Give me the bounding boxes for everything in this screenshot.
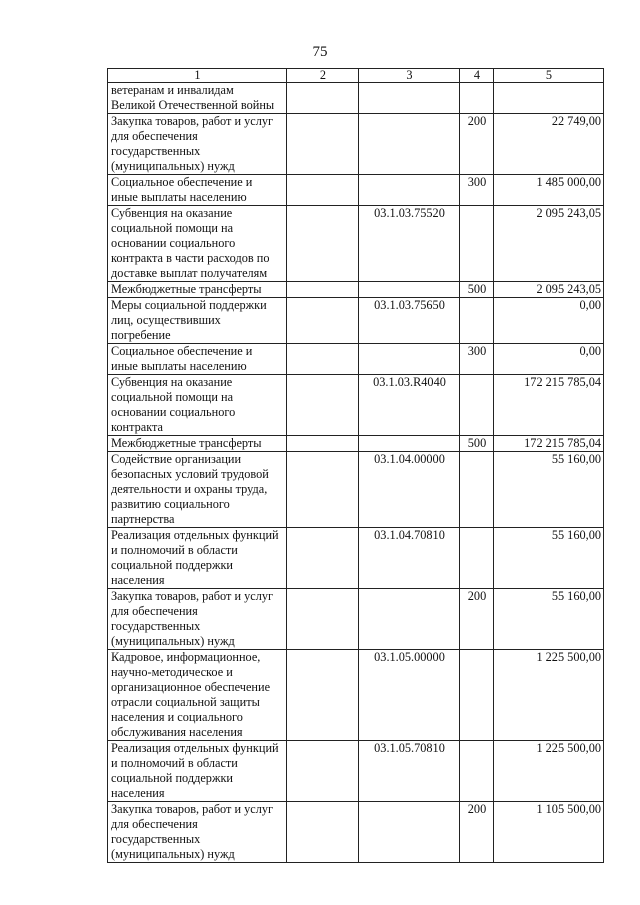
code-cell: 03.1.04.00000	[359, 452, 460, 528]
expense-type-cell	[460, 375, 494, 436]
amount-cell: 1 225 500,00	[494, 741, 604, 802]
name-cell: ветеранам и инвалидам Великой Отечественной войны	[108, 83, 287, 114]
table-body	[108, 83, 604, 863]
page-number: 75	[312, 44, 328, 60]
name-cell: Закупка товаров, работ и услуг для обеспечения государственных (муниципальных) нужд	[108, 589, 287, 650]
code-cell	[359, 175, 460, 206]
expense-type-cell: 200	[460, 114, 494, 175]
column-2-cell	[287, 375, 359, 436]
expense-type-cell: 200	[460, 589, 494, 650]
expense-type-cell: 500	[460, 282, 494, 298]
expense-type-cell	[460, 206, 494, 282]
column-2-cell	[287, 83, 359, 114]
expense-type-cell: 300	[460, 344, 494, 375]
code-cell: 03.1.03.75650	[359, 298, 460, 344]
name-cell: Социальное обеспечение и иные выплаты населению	[108, 344, 287, 375]
name-cell: Меры социальной поддержки лиц, осуществивших погребение	[108, 298, 287, 344]
table-row	[108, 175, 604, 206]
code-cell: 03.1.04.70810	[359, 528, 460, 589]
budget-table	[107, 68, 604, 863]
code-cell: 03.1.05.00000	[359, 650, 460, 741]
name-cell: Субвенция на оказание социальной помощи на основании социального контракта в части расходов по доставке выплат получателям	[108, 206, 287, 282]
table-row	[108, 206, 604, 282]
expense-type-cell	[460, 650, 494, 741]
expense-type-cell	[460, 83, 494, 114]
column-2-cell	[287, 298, 359, 344]
amount-cell: 1 225 500,00	[494, 650, 604, 741]
amount-cell	[494, 83, 604, 114]
code-cell	[359, 114, 460, 175]
table-row	[108, 83, 604, 114]
table-row	[108, 298, 604, 344]
table-row	[108, 114, 604, 175]
column-header-3: 3	[359, 69, 460, 83]
code-cell: 03.1.03.R4040	[359, 375, 460, 436]
expense-type-cell	[460, 528, 494, 589]
column-2-cell	[287, 589, 359, 650]
table-row	[108, 589, 604, 650]
column-2-cell	[287, 528, 359, 589]
amount-cell: 1 485 000,00	[494, 175, 604, 206]
table-row	[108, 344, 604, 375]
column-2-cell	[287, 206, 359, 282]
column-2-cell	[287, 114, 359, 175]
name-cell: Закупка товаров, работ и услуг для обеспечения государственных (муниципальных) нужд	[108, 114, 287, 175]
amount-cell: 55 160,00	[494, 589, 604, 650]
table-row	[108, 436, 604, 452]
amount-cell: 55 160,00	[494, 528, 604, 589]
name-cell: Закупка товаров, работ и услуг для обеспечения государственных (муниципальных) нужд	[108, 802, 287, 863]
amount-cell: 22 749,00	[494, 114, 604, 175]
amount-cell: 172 215 785,04	[494, 436, 604, 452]
column-header-4: 4	[460, 69, 494, 83]
column-2-cell	[287, 741, 359, 802]
column-header-2: 2	[287, 69, 359, 83]
amount-cell: 1 105 500,00	[494, 802, 604, 863]
column-2-cell	[287, 436, 359, 452]
table-row	[108, 741, 604, 802]
table-row	[108, 282, 604, 298]
code-cell	[359, 282, 460, 298]
name-cell: Кадровое, информационное, научно-методическое и организационное обеспечение отрасли социальной защиты населения и социального обслуживания населения	[108, 650, 287, 741]
expense-type-cell	[460, 298, 494, 344]
code-cell	[359, 344, 460, 375]
code-cell	[359, 436, 460, 452]
name-cell: Межбюджетные трансферты	[108, 282, 287, 298]
expense-type-cell	[460, 741, 494, 802]
column-header-1: 1	[108, 69, 287, 83]
amount-cell: 55 160,00	[494, 452, 604, 528]
expense-type-cell: 300	[460, 175, 494, 206]
name-cell: Субвенция на оказание социальной помощи на основании социального контракта	[108, 375, 287, 436]
table-header-row	[108, 69, 604, 83]
table-row	[108, 452, 604, 528]
column-header-5: 5	[494, 69, 604, 83]
expense-type-cell: 200	[460, 802, 494, 863]
name-cell: Межбюджетные трансферты	[108, 436, 287, 452]
amount-cell: 172 215 785,04	[494, 375, 604, 436]
code-cell	[359, 83, 460, 114]
column-2-cell	[287, 650, 359, 741]
amount-cell: 2 095 243,05	[494, 206, 604, 282]
expense-type-cell	[460, 452, 494, 528]
amount-cell: 0,00	[494, 344, 604, 375]
amount-cell: 0,00	[494, 298, 604, 344]
expense-type-cell: 500	[460, 436, 494, 452]
amount-cell: 2 095 243,05	[494, 282, 604, 298]
code-cell: 03.1.05.70810	[359, 741, 460, 802]
name-cell: Социальное обеспечение и иные выплаты населению	[108, 175, 287, 206]
column-2-cell	[287, 175, 359, 206]
column-2-cell	[287, 802, 359, 863]
column-2-cell	[287, 452, 359, 528]
name-cell: Реализация отдельных функций и полномочий в области социальной поддержки населения	[108, 741, 287, 802]
table-row	[108, 650, 604, 741]
table-row	[108, 802, 604, 863]
name-cell: Содействие организации безопасных условий трудовой деятельности и охраны труда, развитию социального партнерства	[108, 452, 287, 528]
code-cell	[359, 802, 460, 863]
table-row	[108, 528, 604, 589]
column-2-cell	[287, 344, 359, 375]
table-row	[108, 375, 604, 436]
name-cell: Реализация отдельных функций и полномочий в области социальной поддержки населения	[108, 528, 287, 589]
code-cell: 03.1.03.75520	[359, 206, 460, 282]
column-2-cell	[287, 282, 359, 298]
code-cell	[359, 589, 460, 650]
